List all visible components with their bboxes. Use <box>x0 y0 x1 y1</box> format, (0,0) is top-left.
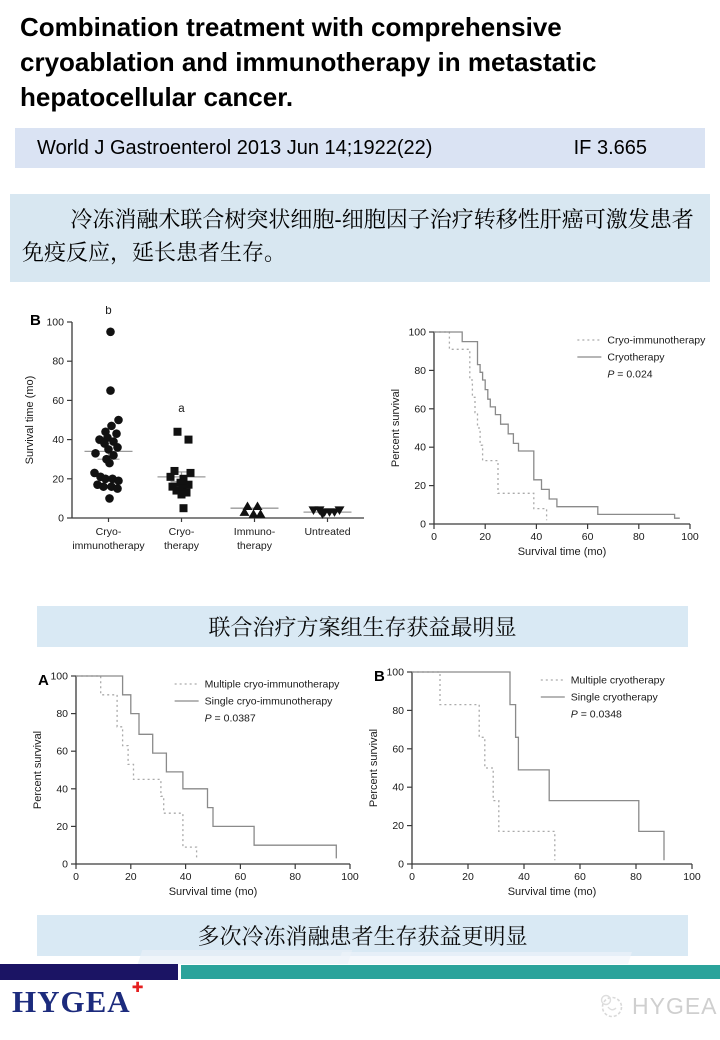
svg-text:100: 100 <box>683 871 701 883</box>
svg-text:P = 0.0348: P = 0.0348 <box>570 708 622 721</box>
svg-text:40: 40 <box>530 531 543 543</box>
callout-combined-benefit: 联合治疗方案组生存获益最明显 <box>37 606 688 647</box>
svg-text:80: 80 <box>632 531 645 543</box>
red-cross-icon: ✚ <box>131 980 145 996</box>
scatter-plot-survival-by-group <box>22 306 370 564</box>
svg-text:Multiple cryotherapy: Multiple cryotherapy <box>570 674 665 687</box>
svg-text:Single cryotherapy: Single cryotherapy <box>570 691 658 704</box>
svg-text:20: 20 <box>56 820 68 833</box>
svg-text:Multiple cryo-immunotherapy: Multiple cryo-immunotherapy <box>204 678 340 691</box>
page-title: Combination treatment with comprehensive cryoablation and immunotherapy in metastatic hepatocellular cancer. <box>20 12 597 112</box>
svg-text:60: 60 <box>392 743 404 756</box>
svg-text:100: 100 <box>341 871 359 883</box>
svg-text:60: 60 <box>56 745 68 758</box>
svg-text:20: 20 <box>414 480 426 493</box>
svg-text:40: 40 <box>52 434 64 447</box>
svg-text:0: 0 <box>73 871 79 883</box>
svg-text:0: 0 <box>398 858 404 871</box>
svg-text:a: a <box>178 403 185 416</box>
svg-text:80: 80 <box>56 708 68 721</box>
svg-text:20: 20 <box>124 871 137 883</box>
svg-text:100: 100 <box>50 670 68 683</box>
svg-text:Percent survival: Percent survival <box>390 388 402 468</box>
svg-text:100: 100 <box>46 316 64 329</box>
svg-text:40: 40 <box>518 871 530 883</box>
svg-text:P = 0.0387: P = 0.0387 <box>204 712 256 725</box>
svg-text:80: 80 <box>392 704 404 717</box>
svg-text:b: b <box>105 306 112 318</box>
svg-text:Percent survival: Percent survival <box>32 730 44 810</box>
svg-text:100: 100 <box>386 666 404 679</box>
svg-text:Cryo-: Cryo- <box>95 526 122 538</box>
svg-text:B: B <box>374 668 385 685</box>
svg-text:40: 40 <box>179 871 192 883</box>
svg-text:P = 0.024: P = 0.024 <box>607 368 653 381</box>
svg-text:40: 40 <box>414 441 426 454</box>
svg-text:Percent survival: Percent survival <box>368 728 380 808</box>
impact-factor: IF 3.665 <box>573 136 647 159</box>
svg-text:0: 0 <box>62 858 68 871</box>
svg-text:0: 0 <box>420 518 426 531</box>
svg-text:Survival time (mo): Survival time (mo) <box>24 375 36 465</box>
svg-text:100: 100 <box>408 326 426 339</box>
summary-box <box>10 194 710 282</box>
svg-text:80: 80 <box>52 355 64 368</box>
svg-text:40: 40 <box>56 783 68 796</box>
stamp-icon <box>598 993 625 1020</box>
svg-text:0: 0 <box>58 512 64 525</box>
svg-text:Untreated: Untreated <box>304 526 351 538</box>
svg-text:Survival time (mo): Survival time (mo) <box>168 886 258 898</box>
km-curve-multiple-vs-single-cryoimmuno <box>30 666 366 904</box>
svg-text:20: 20 <box>392 820 404 833</box>
svg-text:0: 0 <box>431 531 437 543</box>
svg-text:20: 20 <box>462 871 474 883</box>
hygea-logo-text: HYGEA <box>12 984 131 1019</box>
svg-text:Survival time (mo): Survival time (mo) <box>507 886 597 898</box>
callout-multiple-cryo-benefit: 多次冷冻消融患者生存获益更明显 <box>37 915 688 956</box>
svg-text:0: 0 <box>409 871 415 883</box>
journal-bar <box>15 128 705 168</box>
footer-decoration <box>138 950 353 964</box>
svg-text:20: 20 <box>52 473 64 486</box>
svg-text:immunotherapy: immunotherapy <box>72 540 145 552</box>
svg-text:20: 20 <box>479 531 492 543</box>
svg-text:Cryo-immunotherapy: Cryo-immunotherapy <box>607 334 706 347</box>
watermark <box>598 993 718 1020</box>
journal-citation: World J Gastroenterol 2013 Jun 14;1922(22) <box>37 136 433 159</box>
svg-text:therapy: therapy <box>163 540 200 552</box>
km-curve-cryoimmuno-vs-cryo <box>388 322 706 564</box>
svg-text:80: 80 <box>289 871 302 883</box>
svg-text:60: 60 <box>574 871 586 883</box>
footer-stripe-navy <box>0 964 178 980</box>
svg-text:Survival time (mo): Survival time (mo) <box>517 546 607 558</box>
svg-text:60: 60 <box>581 531 594 543</box>
svg-text:Cryotherapy: Cryotherapy <box>607 351 665 364</box>
svg-text:therapy: therapy <box>236 540 273 552</box>
svg-text:B: B <box>30 312 41 329</box>
summary-text-cn: 冷冻消融术联合树突状细胞-细胞因子治疗转移性肝癌可激发患者免疫反应，延长患者生存。 <box>22 207 694 265</box>
svg-text:100: 100 <box>681 531 699 543</box>
svg-text:40: 40 <box>392 781 404 794</box>
svg-text:Cryo-: Cryo- <box>168 526 195 538</box>
svg-text:Immuno-: Immuno- <box>233 526 276 538</box>
svg-text:60: 60 <box>52 394 64 407</box>
footer-stripe-teal <box>181 965 720 979</box>
km-curve-multiple-vs-single-cryo <box>366 662 708 904</box>
svg-text:80: 80 <box>630 871 642 883</box>
svg-text:80: 80 <box>414 364 426 377</box>
svg-text:Single cryo-immunotherapy: Single cryo-immunotherapy <box>204 695 333 708</box>
svg-text:60: 60 <box>234 871 247 883</box>
svg-text:A: A <box>38 672 49 689</box>
hygea-logo <box>12 980 145 1020</box>
watermark-text: HYGEA <box>632 993 718 1019</box>
svg-text:60: 60 <box>414 403 426 416</box>
footer-decoration <box>338 952 632 964</box>
